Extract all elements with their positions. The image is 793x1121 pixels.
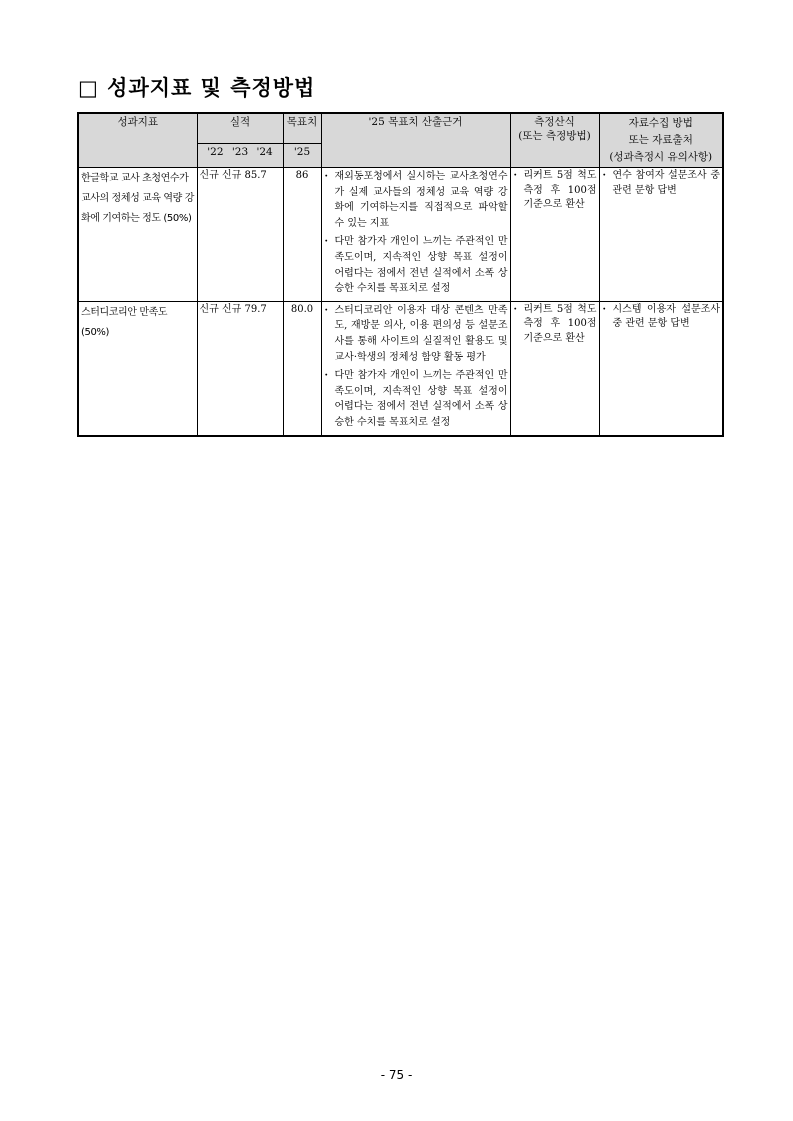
method-cell — [510, 168, 599, 302]
basis-cell — [321, 301, 510, 435]
basis-cell — [321, 168, 510, 302]
method-item: · 리커트 5점 척도 측정 후 100점 기준으로 환산 — [513, 169, 597, 213]
source-item: · 시스템 이용자 설문조사 중 관련 문항 답변 — [602, 303, 721, 332]
basis-item: · 다만 참가자 개인이 느끼는 주관적인 만족도이며, 지속적인 상향 목표 설정이 어렵다는 점에서 전년 실적에서 소폭 상승한 수치를 목표치로 설정 — [324, 234, 508, 296]
header-target: 목표치 — [283, 113, 321, 144]
perf-23: 신규 — [222, 303, 242, 315]
perf-22: 신규 — [199, 303, 219, 315]
header-performance: 실적 — [197, 113, 283, 144]
header-indicator: 성과지표 — [78, 113, 197, 168]
method-cell — [510, 301, 599, 435]
header-year-22: '22 — [207, 146, 224, 158]
target-cell: 86 — [283, 168, 321, 302]
source-item: · 연수 참여자 설문조사 중 관련 문항 답변 — [602, 169, 721, 198]
performance-cell — [197, 168, 283, 302]
table-row — [78, 301, 723, 435]
header-year-24: '24 — [256, 146, 273, 158]
indicator-cell: 한글학교 교사 초청연수가 교사의 정체성 교육 역량 강화에 기여하는 정도 (50%) — [78, 168, 197, 302]
header-source: 자료수집 방법 또는 자료출처 (성과측정시 유의사항) — [599, 113, 723, 168]
header-target-year: '25 — [283, 144, 321, 168]
source-cell — [599, 301, 723, 435]
perf-22: 신규 — [199, 170, 219, 181]
basis-item: · 재외동포청에서 실시하는 교사초청연수가 실제 교사들의 정체성 교육 역량 강화에 기여하는지를 직접적으로 파악할 수 있는 지표 — [324, 169, 508, 231]
performance-indicator-table — [77, 112, 724, 437]
header-years — [197, 144, 283, 168]
header-method: 측정산식 (또는 측정방법) — [510, 113, 599, 168]
indicator-cell: 스터디코리안 만족도 (50%) — [78, 301, 197, 435]
basis-item: · 스터디코리안 이용자 대상 콘텐츠 만족도, 재방문 의사, 이용 편의성 등 설문조사를 통해 사이트의 실질적인 활용도 및 교사·학생의 정체성 함양 활동 평가 — [324, 303, 508, 365]
perf-24: 85.7 — [244, 170, 267, 181]
header-year-23: '23 — [231, 146, 249, 158]
performance-cell — [197, 301, 283, 435]
table-row — [78, 168, 723, 302]
header-basis: '25 목표치 산출근거 — [321, 113, 510, 168]
perf-24: 79.7 — [244, 303, 267, 315]
target-cell: 80.0 — [283, 301, 321, 435]
method-item: · 리커트 5점 척도 측정 후 100점 기준으로 환산 — [513, 303, 597, 347]
source-cell — [599, 168, 723, 302]
perf-23: 신규 — [222, 170, 242, 181]
basis-item: · 다만 참가자 개인이 느끼는 주관적인 만족도이며, 지속적인 상향 목표 설정이 어렵다는 점에서 전년 실적에서 소폭 상승한 수치를 목표치로 설정 — [324, 368, 508, 430]
section-title: □ 성과지표 및 측정방법 — [78, 75, 316, 100]
page-number: - 75 - — [380, 1068, 413, 1082]
